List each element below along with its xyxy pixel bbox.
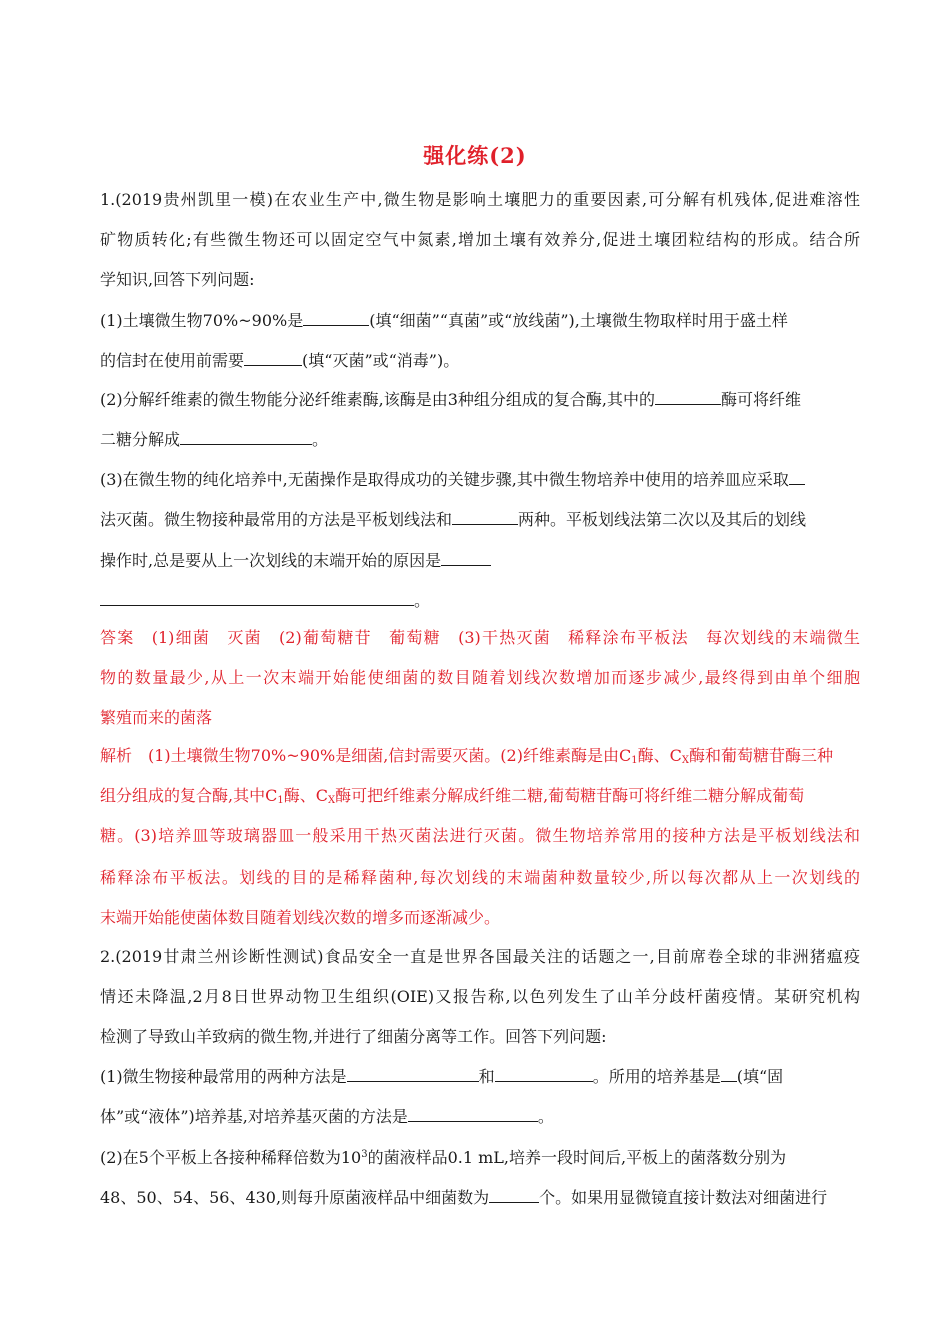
exp-text: 酶、C [637, 746, 682, 765]
q1-part1-text-d: (填“灭菌”或“消毒”)。 [302, 351, 460, 370]
q2-stem-line-1: 2.(2019甘肃兰州诊断性测试)食品安全一直是世界各国最关注的话题之一,目前席卷全球的非洲猪瘟疫 [100, 947, 860, 966]
q2-part2-text-b: 的菌液样品0.1 mL,培养一段时间后,平板上的菌落数分别为 [367, 1148, 787, 1167]
q2-part2-text-a: (2)在5个平板上各接种稀释倍数为10 [100, 1148, 362, 1167]
q1-part2-text-d: 。 [312, 430, 329, 449]
q1-part2-line-2 [100, 430, 860, 450]
exp-text: 酶和葡萄糖苷酶三种 [688, 746, 833, 765]
exp-text: 解析 (1)土壤微生物70%~90%是细菌,信封需要灭菌。(2)纤维素酶是由C [100, 746, 632, 765]
q1-explanation-line-2 [100, 786, 860, 806]
q1-part3-line-1 [100, 470, 860, 490]
q1-part3-text-b: 法灭菌。微生物接种最常用的方法是平板划线法和 [100, 510, 453, 529]
q1-part2-text-c: 二糖分解成 [100, 430, 181, 449]
q2-part1-text-b: 和 [478, 1067, 495, 1086]
q2-part1-line-1 [100, 1067, 860, 1087]
answer-blank[interactable] [721, 1067, 737, 1082]
q2-part1-text-d: (填“固 [736, 1067, 784, 1086]
answer-blank[interactable] [244, 351, 302, 366]
q2-part1-text-e: 体”或“液体”)培养基,对培养基灭菌的方法是 [100, 1107, 408, 1126]
q1-part2-line-1 [100, 390, 860, 410]
superscript: 3 [361, 1149, 368, 1160]
exp-text: 酶可把纤维素分解成纤维二糖,葡萄糖苷酶可将纤维二糖分解成葡萄 [335, 786, 805, 805]
q1-part2-text-b: 酶可将纤维 [721, 390, 802, 409]
q1-part1-text-b: (填“细菌”“真菌”或“放线菌”),土壤微生物取样时用于盛土样 [369, 311, 788, 330]
q1-explanation-line-5: 末端开始能使菌体数目随着划线次数的增多而逐渐减少。 [100, 908, 501, 927]
subscript: 1 [277, 795, 284, 806]
q1-part2-text-a: (2)分解纤维素的微生物能分泌纤维素酶,该酶是由3种组分组成的复合酶,其中的 [100, 390, 656, 409]
q1-part3-text-d: 操作时,总是要从上一次划线的末端开始的原因是 [100, 551, 442, 570]
answer-blank[interactable] [408, 1107, 538, 1122]
q2-part2-line-2 [100, 1188, 860, 1208]
q2-part2-line-1 [100, 1148, 860, 1168]
answer-blank[interactable] [441, 551, 491, 566]
q2-stem-line-2: 情还未降温,2月8日世界动物卫生组织(OIE)又报告称,以色列发生了山羊分歧杆菌疫情。某研究机构 [100, 987, 860, 1006]
page-title: 强化练(2) [423, 143, 527, 168]
q1-explanation-line-3: 糖。(3)培养皿等玻璃器皿一般采用干热灭菌法进行灭菌。微生物培养常用的接种方法是平板划线法和 [100, 826, 860, 845]
q1-part3-text-c: 两种。平板划线法第二次以及其后的划线 [518, 510, 807, 529]
q1-stem-line-3: 学知识,回答下列问题: [100, 270, 255, 289]
q2-part1-line-2 [100, 1107, 860, 1127]
q1-part3-text-a: (3)在微生物的纯化培养中,无菌操作是取得成功的关键步骤,其中微生物培养中使用的培养皿应采取 [100, 470, 789, 489]
q1-explanation-line-1 [100, 746, 860, 766]
answer-blank[interactable] [655, 390, 721, 405]
q2-part2-text-c: 48、50、54、56、430,则每升原菌液样品中细菌数为 [100, 1188, 490, 1207]
q1-part1-text-c: 的信封在使用前需要 [100, 351, 245, 370]
answer-blank[interactable] [180, 430, 312, 445]
answer-blank[interactable] [452, 510, 518, 525]
q1-stem-line-2: 矿物质转化;有些微生物还可以固定空气中氮素,增加土壤有效养分,促进土壤团粒结构的形成。结合所 [100, 230, 860, 249]
subscript: X [681, 755, 689, 766]
q2-part2-text-d: 个。如果用显微镜直接计数法对细菌进行 [539, 1188, 828, 1207]
answer-blank[interactable] [495, 1067, 593, 1082]
exp-text: 酶、C [283, 786, 328, 805]
answer-blank[interactable] [303, 311, 369, 326]
q1-part3-line-2 [100, 510, 860, 530]
q2-stem-line-3: 检测了导致山羊致病的微生物,并进行了细菌分离等工作。回答下列问题: [100, 1027, 607, 1046]
q1-part1-text-a: (1)土壤微生物70%~90%是 [100, 311, 304, 330]
q2-part1-text-f: 。 [537, 1107, 554, 1126]
q1-part3-text-e: 。 [414, 591, 431, 610]
subscript: 1 [631, 755, 638, 766]
q1-part1-line-2 [100, 351, 860, 371]
answer-blank[interactable] [347, 1067, 479, 1082]
q1-explanation-line-4: 稀释涂布平板法。划线的目的是稀释菌种,每次划线的末端菌种数量较少,所以每次都从上一次划线的 [100, 868, 860, 887]
q2-part1-text-c: 。所用的培养基是 [592, 1067, 721, 1086]
q1-answer-line-2: 物的数量最少,从上一次末端开始能使细菌的数目随着划线次数增加而逐步减少,最终得到由单个细胞 [100, 668, 860, 687]
q1-answer-line-3: 繁殖而来的菌落 [100, 708, 213, 727]
answer-blank[interactable] [789, 470, 805, 485]
q2-part1-text-a: (1)微生物接种最常用的两种方法是 [100, 1067, 347, 1086]
exp-text: 组分组成的复合酶,其中C [100, 786, 278, 805]
answer-blank[interactable] [100, 591, 414, 606]
answer-blank[interactable] [489, 1188, 539, 1203]
q1-stem-line-1: 1.(2019贵州凯里一模)在农业生产中,微生物是影响土壤肥力的重要因素,可分解有机残体,促进难溶性 [100, 190, 860, 209]
q1-part3-line-3 [100, 551, 860, 571]
q1-part3-line-4 [100, 591, 860, 611]
subscript: X [327, 795, 336, 806]
q1-part1-line-1 [100, 311, 860, 331]
q1-answer-line-1: 答案 (1)细菌 灭菌 (2)葡萄糖苷 葡萄糖 (3)干热灭菌 稀释涂布平板法 每次划线的末端微生 [100, 628, 860, 647]
